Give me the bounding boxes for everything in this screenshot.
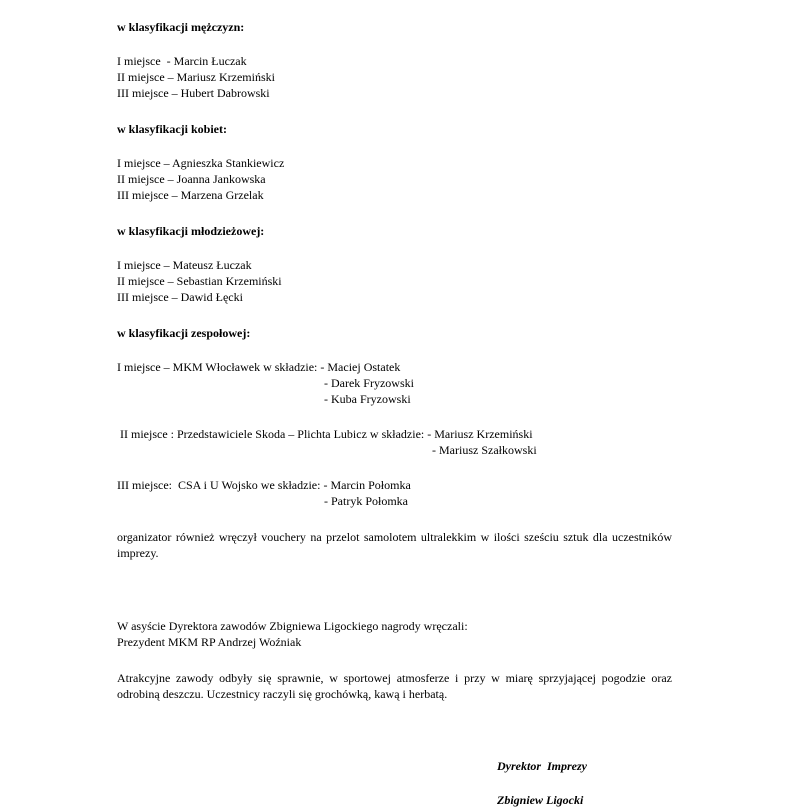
team-second-lead: II miejsce : Przedstawiciele Skoda – Plichta Lubicz w składzie: - Mariusz Krzemiński xyxy=(120,427,533,441)
women-heading: w klasyfikacji kobiet: xyxy=(117,122,228,136)
team-third-member: - Patryk Połomka xyxy=(324,494,408,508)
men-place-2: II miejsce – Mariusz Krzemiński xyxy=(117,70,275,84)
signature-name: Zbigniew Ligocki xyxy=(497,793,584,807)
team-third-lead: III miejsce: CSA i U Wojsko we składzie: - Marcin Połomka xyxy=(117,478,411,492)
team-first-member: - Kuba Fryzowski xyxy=(324,392,411,406)
signature-title: Dyrektor Imprezy xyxy=(497,759,587,773)
youth-place-3: III miejsce – Dawid Łęcki xyxy=(117,290,243,304)
women-place-1: I miejsce – Agnieszka Stankiewicz xyxy=(117,156,285,170)
team-first-lead: I miejsce – MKM Włocławek w składzie: - Maciej Ostatek xyxy=(117,360,401,374)
team-heading: w klasyfikacji zespołowej: xyxy=(117,326,251,340)
women-place-3: III miejsce – Marzena Grzelak xyxy=(117,188,264,202)
closing-paragraph: Atrakcyjne zawody odbyły się sprawnie, w sportowej atmosferze i przy w miarę sprzyjającej pogodzie oraz odrobiną deszczu. Uczestnicy raczyli się grochówką, kawą i herbatą. xyxy=(117,671,672,701)
women-place-2: II miejsce – Joanna Jankowska xyxy=(117,172,266,186)
men-place-1: I miejsce - Marcin Łuczak xyxy=(117,54,247,68)
youth-place-1: I miejsce – Mateusz Łuczak xyxy=(117,258,252,272)
youth-heading: w klasyfikacji młodzieżowej: xyxy=(117,224,265,238)
youth-place-2: II miejsce – Sebastian Krzemiński xyxy=(117,274,282,288)
team-first-member: - Darek Fryzowski xyxy=(324,376,414,390)
awards-line-1: W asyście Dyrektora zawodów Zbigniewa Ligockiego nagrody wręczali: xyxy=(117,619,468,633)
vouchers-paragraph: organizator również wręczył vouchery na przelot samolotem ultralekkim w ilości sześciu sztuk dla uczestników imprezy. xyxy=(117,530,672,560)
awards-line-2: Prezydent MKM RP Andrzej Woźniak xyxy=(117,635,302,649)
men-heading: w klasyfikacji mężczyzn: xyxy=(117,20,245,34)
team-second-member: - Mariusz Szałkowski xyxy=(432,443,537,457)
men-place-3: III miejsce – Hubert Dabrowski xyxy=(117,86,270,100)
